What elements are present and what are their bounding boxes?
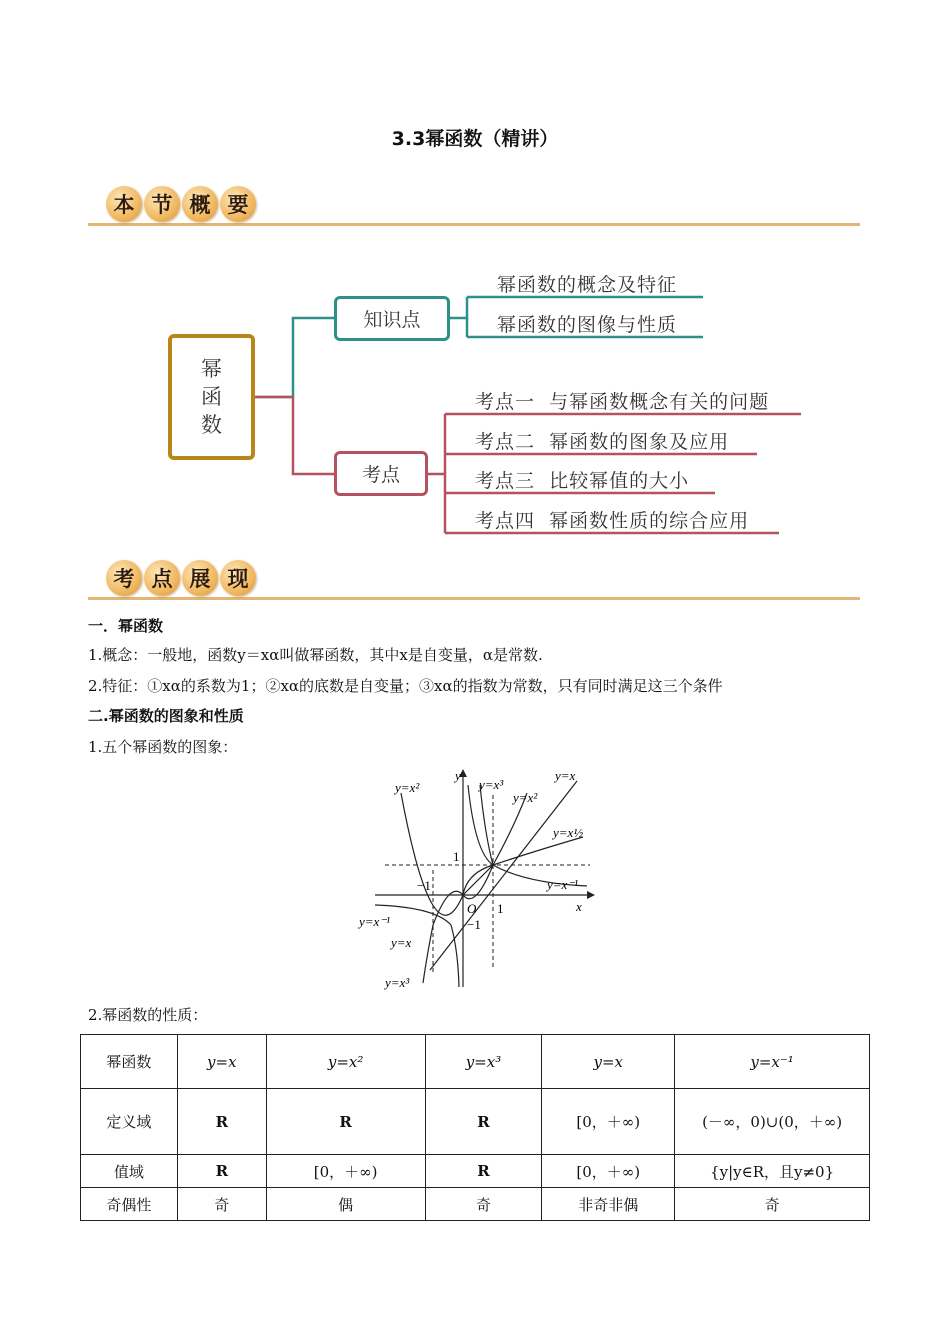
concept-paragraph: 1.概念：一般地，函数y＝xα叫做幂函数，其中x是自变量，α是常数.	[88, 646, 543, 664]
tick-label: −1	[467, 917, 481, 932]
curve-label: y=x²	[513, 790, 538, 805]
table-header-cell: y=x²	[266, 1035, 425, 1089]
graph-caption: 1.五个幂函数的图象：	[88, 738, 238, 756]
banner-char: 要	[220, 186, 256, 222]
table-cell: 奇	[675, 1188, 870, 1221]
table-cell: 奇	[425, 1188, 542, 1221]
table-header-cell: 幂函数	[81, 1035, 178, 1089]
tick-label: 1	[453, 849, 460, 864]
table-cell: {y|y∈R，且y≠0}	[675, 1155, 870, 1188]
table-cell: [0，＋∞)	[266, 1155, 425, 1188]
tick-label: −1	[417, 878, 431, 893]
mindmap-leaf: 考点一 与幂函数概念有关的问题	[475, 391, 770, 413]
table-cell: R	[266, 1089, 425, 1155]
mindmap-root	[168, 334, 255, 460]
banner-char: 点	[144, 560, 180, 596]
mindmap-branch-exam: 考点	[334, 451, 428, 496]
table-cell: R	[177, 1155, 266, 1188]
root-char: 数	[201, 413, 222, 437]
mindmap-leaf: 幂函数的概念及特征	[497, 274, 678, 296]
table-cell: [0，＋∞)	[542, 1155, 675, 1188]
curve-label: y=x³	[385, 975, 410, 990]
table-cell: R	[177, 1089, 266, 1155]
table-cell: 非奇非偶	[542, 1188, 675, 1221]
table-header-cell: y=x³	[425, 1035, 542, 1089]
table-cell: 定义域	[81, 1089, 178, 1155]
power-function-graph	[355, 765, 595, 995]
properties-caption: 2.幂函数的性质：	[88, 1006, 208, 1024]
banner-char: 概	[182, 186, 218, 222]
table-cell: 偶	[266, 1188, 425, 1221]
banner-char: 现	[220, 560, 256, 596]
curve-label: y=x⁻¹	[547, 877, 579, 892]
section-banner-exam-points	[88, 560, 860, 610]
curve-label: y=x³	[479, 777, 504, 792]
curve-label: y=x	[391, 935, 412, 950]
table-row	[81, 1155, 870, 1188]
curve-label: y=x⁻¹	[359, 914, 391, 929]
table-header-row	[81, 1035, 870, 1089]
section-heading: 二.幂函数的图象和性质	[88, 707, 244, 725]
mindmap-leaf: 考点四 幂函数性质的综合应用	[475, 510, 750, 532]
table-cell: (－∞，0)∪(0，＋∞)	[675, 1089, 870, 1155]
page-title: 3.3幂函数（精讲）	[391, 128, 559, 150]
table-cell: R	[425, 1089, 542, 1155]
table-cell: 奇	[177, 1188, 266, 1221]
table-row	[81, 1089, 870, 1155]
curve-label: y=x	[555, 768, 576, 783]
root-char: 函	[201, 385, 222, 409]
banner-underline	[88, 597, 860, 600]
section-heading: 一．幂函数	[88, 617, 164, 635]
banner-char: 展	[182, 560, 218, 596]
y-axis-label: y	[455, 768, 461, 783]
banner-char: 本	[106, 186, 142, 222]
origin-label: O	[467, 901, 477, 916]
table-row	[81, 1188, 870, 1221]
table-cell: 值域	[81, 1155, 178, 1188]
curve-label: y=x²	[395, 780, 420, 795]
root-char: 幂	[201, 357, 222, 381]
properties-table	[80, 1034, 870, 1221]
banner-char: 节	[144, 186, 180, 222]
table-header-cell: y=x⁻¹	[675, 1035, 870, 1089]
mindmap-leaf: 幂函数的图像与性质	[497, 314, 678, 336]
tick-label: 1	[497, 901, 504, 916]
table-cell: 奇偶性	[81, 1188, 178, 1221]
table-header-cell: y=x	[177, 1035, 266, 1089]
feature-paragraph: 2.特征：①xα的系数为1；②xα的底数是自变量；③xα的指数为常数，只有同时满足这三个条件	[88, 677, 723, 695]
table-cell: [0，＋∞)	[542, 1089, 675, 1155]
mindmap-leaf: 考点三 比较幂值的大小	[475, 470, 690, 492]
banner-char: 考	[106, 560, 142, 596]
table-header-cell: y=x	[542, 1035, 675, 1089]
mindmap-leaf: 考点二 幂函数的图象及应用	[475, 431, 730, 453]
curve-label: y=x½	[553, 825, 584, 840]
mindmap-branch-knowledge: 知识点	[334, 296, 450, 341]
x-axis-label: x	[576, 899, 582, 914]
table-cell: R	[425, 1155, 542, 1188]
